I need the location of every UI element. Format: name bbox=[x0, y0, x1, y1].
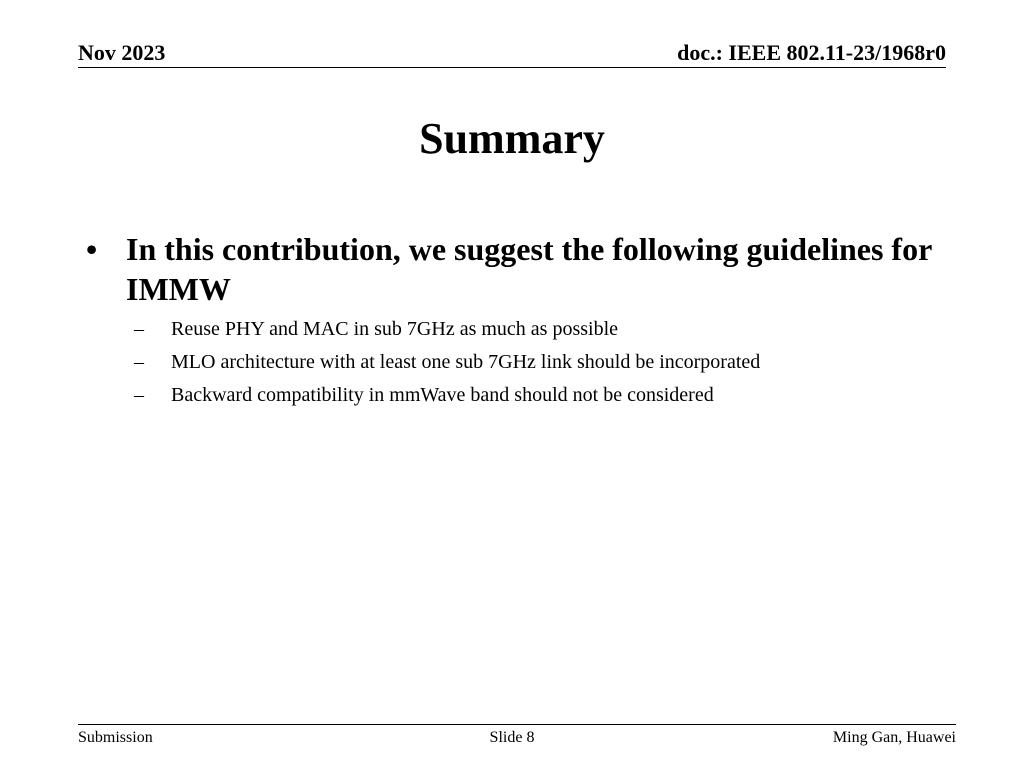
slide-title: Summary bbox=[419, 114, 605, 163]
footer-slide-number: Slide 8 bbox=[489, 729, 535, 746]
bullet-dot-icon: • bbox=[86, 231, 98, 267]
main-bullet-text: In this contribution, we suggest the following guidelines for IMMW bbox=[126, 231, 932, 307]
header-doc-id: doc.: IEEE 802.11-23/1968r0 bbox=[677, 40, 946, 65]
dash-icon: – bbox=[134, 351, 144, 373]
sub-bullet-item bbox=[134, 349, 974, 375]
footer-divider bbox=[78, 724, 956, 725]
sub-bullet-text: Backward compatibility in mmWave band should not be considered bbox=[171, 384, 714, 406]
footer-submission: Submission bbox=[78, 729, 153, 746]
dash-icon: – bbox=[134, 318, 144, 340]
sub-bullet-text: MLO architecture with at least one sub 7GHz link should be incorporated bbox=[171, 351, 761, 373]
sub-bullet-item bbox=[134, 316, 974, 342]
header-divider bbox=[78, 67, 946, 68]
sub-bullet-item bbox=[134, 382, 974, 408]
header-date: Nov 2023 bbox=[78, 40, 166, 65]
sub-bullet-text: Reuse PHY and MAC in sub 7GHz as much as possible bbox=[171, 318, 619, 340]
dash-icon: – bbox=[134, 384, 144, 406]
footer-author: Ming Gan, Huawei bbox=[832, 729, 956, 746]
